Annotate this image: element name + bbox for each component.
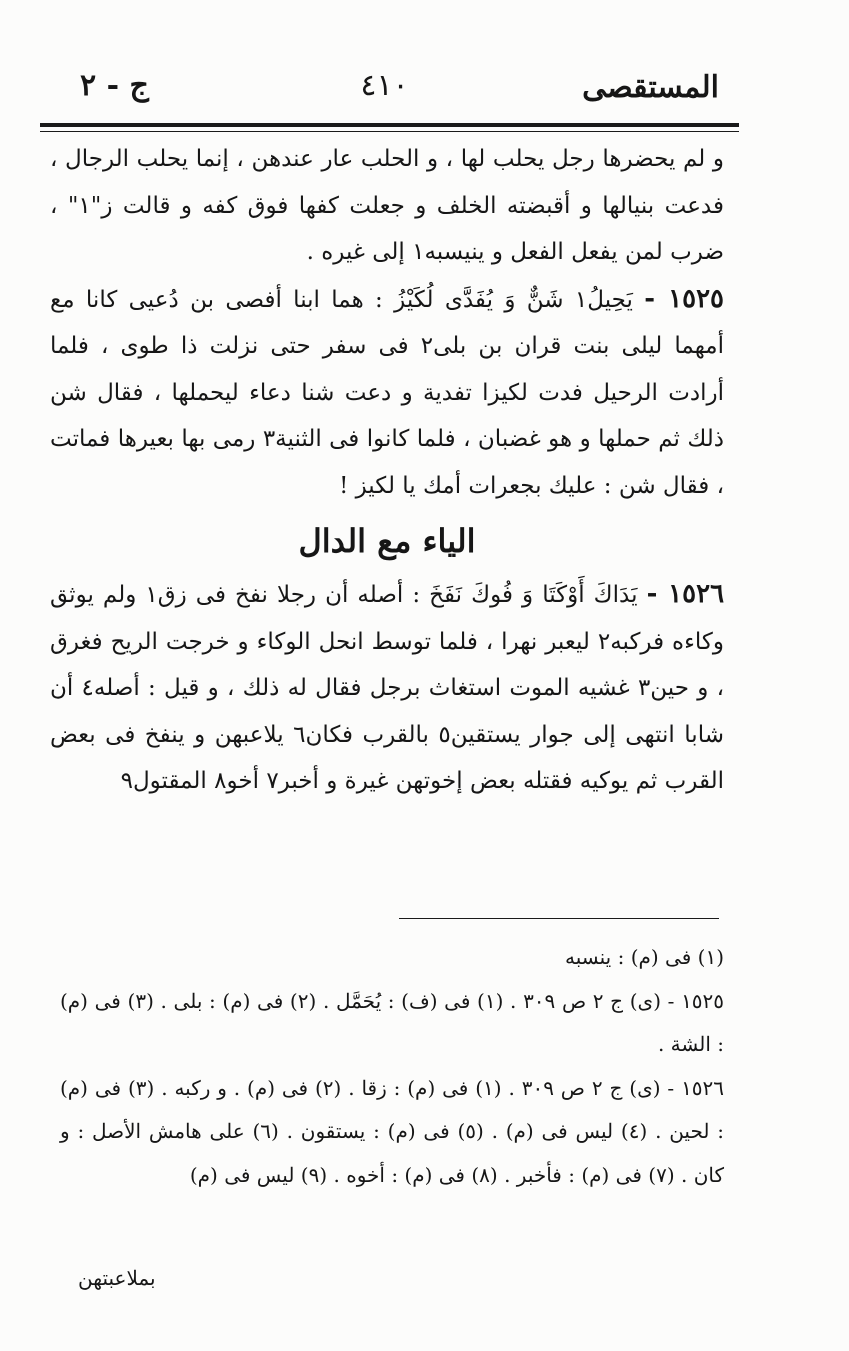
section-heading: الياء مع الدال xyxy=(298,522,476,560)
entry-1526 xyxy=(50,571,724,805)
footnotes xyxy=(60,936,724,1197)
header-rule-thick xyxy=(40,123,739,127)
volume-label: ج - ٢ xyxy=(80,68,149,103)
entry-number: ١٥٢٥ - xyxy=(644,283,724,314)
entry-text: يَدَاكَ أَوْكَتَا وَ فُوكَ نَفَخَ : أصله أن رجلا نفخ فى زق١ ولم يوثق وكاءه فركبه٢ ليعبر نهرا ، فلما توسط انحل الوكاء و خرجت الريح فغرق ، و حين٣ غشيه الموت استغاث برجل فقال له ذلك ، و قيل : أصله٤ أن شابا انتهى إلى جوار يستقين٥ بالقرب فكان٦ يلاعبهن و ينفخ فى بعض القرب ثم يوكيه فقتله بعض إخوتهن غيرة و أخبر٧ أخو٨ المقتول٩ xyxy=(50,582,725,794)
footnote: ١٥٢٥ - (ى) ج ٢ ص ٣٠٩ . (١) فى (ف) : يُحَمَّل . (٢) فى (م) : بلى . (٣) فى (م) : الشة . xyxy=(60,988,725,1056)
running-title: المستقصى xyxy=(582,70,719,105)
catchword: بملاعبتهن xyxy=(78,1266,156,1290)
page-number: ٤١٠ xyxy=(360,68,409,103)
main-text xyxy=(50,136,724,805)
header-rule-thin xyxy=(40,131,739,132)
paragraph-continuation: و لم يحضرها رجل يحلب لها ، و الحلب عار عندهن ، إنما يحلب الرجال ، فدعت بنيالها و أقبضته الخلف و جعلت كفها فوق كفه و قالت ز"١" ، ضرب لمن يفعل الفعل و ينيسبه١ إلى غيره . xyxy=(50,146,724,265)
page-header xyxy=(50,60,719,120)
entry-text: يَحِيلُ١ شَنٌّ وَ يُفَدَّى لُكَيْزُ : هما ابنا أفصى بن دُعيى كانا مع أمهما ليلى بنت قران بن بلى٢ فى سفر حتى نزلت ذا طوى ، فلما أرادت الرحيل فدت لكيزا تفدية و دعت شنا دعاء ليحملها ، فقال شن ذلك ثم حملها و هو غضبان ، فلما كانوا فى الثنية٣ رمى بها بعيرها فماتت ، فقال شن : عليك بجعرات أمك يا لكيز ! xyxy=(50,286,724,499)
entry-number: ١٥٢٦ - xyxy=(646,579,725,609)
entry-1525 xyxy=(50,276,724,510)
footnote-separator xyxy=(399,918,719,919)
footnote: (١) فى (م) : ينسبه xyxy=(565,945,724,969)
footnote: ١٥٢٦ - (ى) ج ٢ ص ٣٠٩ . (١) فى (م) : زقا . (٢) فى (م) . و ركبه . (٣) فى (م) : لحين . (٤) ليس فى (م) . (٥) فى (م) : يستقون . (٦) على هامش الأصل : و كان . (٧) فى (م) : فأخبر . (٨) فى (م) : أخوه . (٩) ليس فى (م) xyxy=(60,1075,725,1187)
